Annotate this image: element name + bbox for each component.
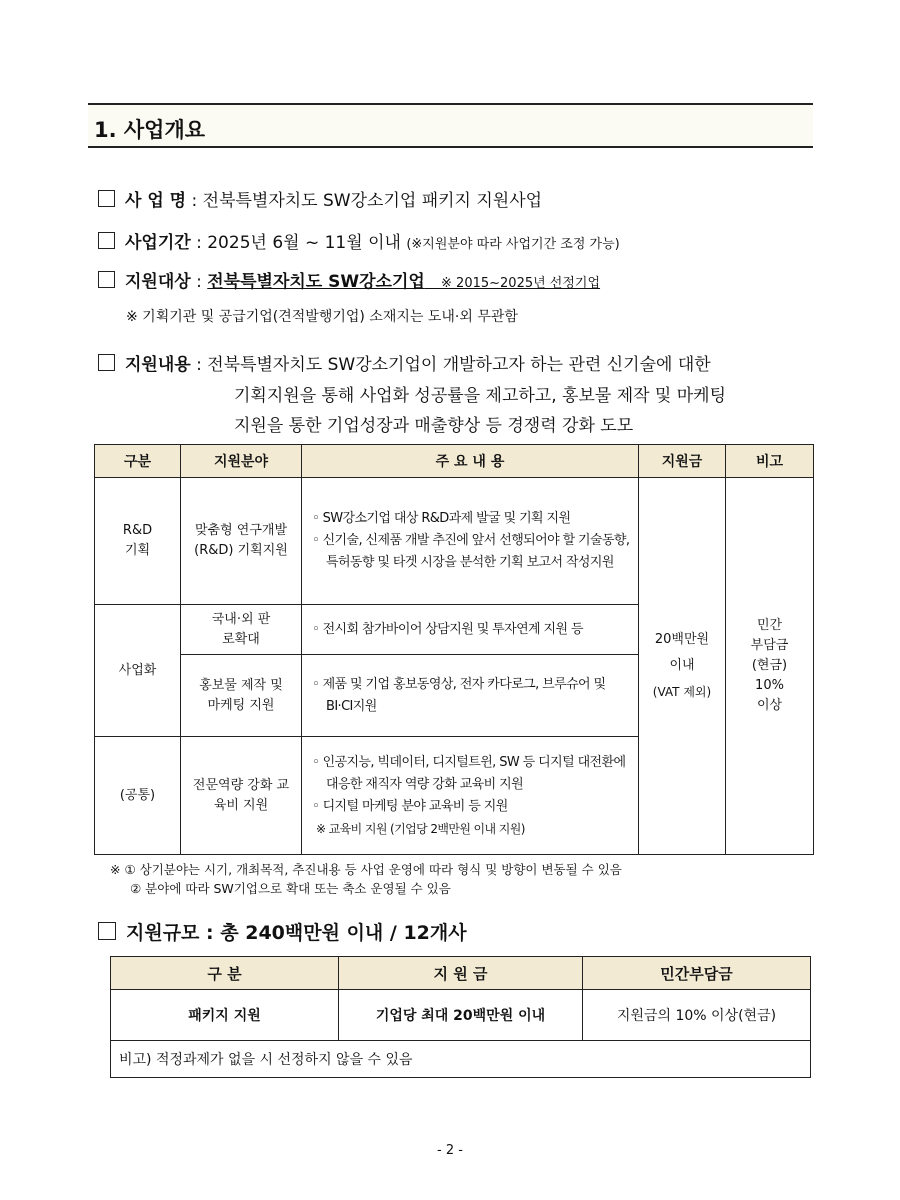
list-item: ◦ 신기술, 신제품 개발 추진에 앞서 선행되어야 할 기술동향, 특허동향 및 타겟 시장을 분석한 기획 보고서 작성지원 [312,533,630,570]
checkbox-square-icon [98,232,115,249]
target-subnote: ※ 기획기관 및 공급기업(견적발행기업) 소재지는 도내·외 무관함 [126,309,518,325]
target-value: 전북특별자치도 SW강소기업 [207,272,425,292]
biz-field1: 국내·외 판로확대 [181,605,302,655]
page-number: - 2 - [437,1143,463,1158]
table-row [95,478,814,605]
content-line3: 지원을 통한 기업성장과 매출향상 등 경쟁력 강화 도모 [234,416,634,436]
overview-name-row [98,186,542,211]
list-item: ◦ 인공지능, 빅데이터, 디지털트윈, SW 등 디지털 대전환에 대응한 재직자 역량 강화 교육비 지원 [312,754,626,792]
overview-target-row [98,267,600,292]
checkbox-square-icon [98,271,115,288]
row-amount: 기업당 최대 20백만원 이내 [339,990,583,1041]
biz-content2: ◦ 제품 및 기업 홍보동영상, 전자 카다로그, 브루슈어 및 BI·CI지원 [302,655,639,737]
section-title: 1. 사업개요 [94,118,206,142]
remark-cell: 민간 부담금 (현금) 10% 이상 [726,478,814,855]
common-content [302,737,639,855]
target-label: 지원대상 [125,272,191,292]
header-amount: 지원금 [639,445,726,478]
header-field: 지원분야 [181,445,302,478]
support-scale-table [110,956,811,1078]
target-colon: : [196,272,202,292]
header-remark: 비고 [726,445,814,478]
content-label: 지원내용 [125,355,191,375]
scale-value: : 총 240백만원 이내 / 12개사 [206,922,467,944]
biz-category: 사업화 [95,605,181,737]
period-value: : 2025년 6월 ~ 11월 이내 [196,233,401,253]
list-item: ◦ 디지털 마케팅 분야 교육비 등 지원 [312,798,508,814]
period-note: (※지원분야 따라 사업기간 조정 가능) [406,237,620,252]
common-note: ※ 교육비 지원 (기업당 2백만원 이내 지원) [316,821,525,836]
table-header-row [111,957,811,990]
header-private: 민간부담금 [583,957,811,990]
rd-content [302,478,639,605]
rd-category: R&D 기획 [95,478,181,605]
list-item: ◦ SW강소기업 대상 R&D과제 발굴 및 기획 지원 [312,511,571,526]
common-field: 전문역량 강화 교육비 지원 [181,737,302,855]
overview-content-row [98,350,711,375]
header-category: 구분 [95,445,181,478]
footnote-1: ※ ① 상기분야는 시기, 개최목적, 추진내용 등 사업 운영에 따라 형식 및 방향이 변동될 수 있음 [110,862,622,877]
header-category: 구 분 [111,957,339,990]
scale-label: 지원규모 [126,922,200,944]
checkbox-square-icon [98,354,115,371]
checkbox-square-icon [98,922,116,940]
table-note: 비고) 적정과제가 없을 시 선정하지 않을 수 있음 [111,1041,811,1078]
common-category: (공통) [95,737,181,855]
target-note: ※ 2015~2025년 선정기업 [441,276,601,291]
checkbox-square-icon [98,190,115,207]
name-value: : 전북특별자치도 SW강소기업 패키지 지원사업 [191,191,543,211]
table-note-row [111,1041,811,1078]
header-content: 주 요 내 용 [302,445,639,478]
table-row [111,990,811,1041]
row-category: 패키지 지원 [111,990,339,1041]
table-header-row [95,445,814,478]
biz-content1: ◦ 전시회 참가바이어 상담지원 및 투자연계 지원 등 [302,605,639,655]
row-private: 지원금의 10% 이상(현금) [583,990,811,1041]
name-label: 사 업 명 [125,191,187,211]
support-details-table [94,444,814,855]
rd-field: 맞춤형 연구개발(R&D) 기획지원 [181,478,302,605]
content-line2: 기획지원을 통해 사업화 성공률을 제고하고, 홍보물 제작 및 마케팅 [234,386,727,406]
amount-cell: 20백만원 이내 (VAT 제외) [639,478,726,855]
scale-row [98,918,467,945]
footnote-2: ② 분야에 따라 SW기업으로 확대 또는 축소 운영될 수 있음 [130,881,451,896]
biz-field2: 홍보물 제작 및 마케팅 지원 [181,655,302,737]
overview-period-row [98,228,620,253]
section-header [88,103,813,148]
content-line1: : 전북특별자치도 SW강소기업이 개발하고자 하는 관련 신기술에 대한 [196,355,711,375]
period-label: 사업기간 [125,233,191,253]
header-amount: 지 원 금 [339,957,583,990]
